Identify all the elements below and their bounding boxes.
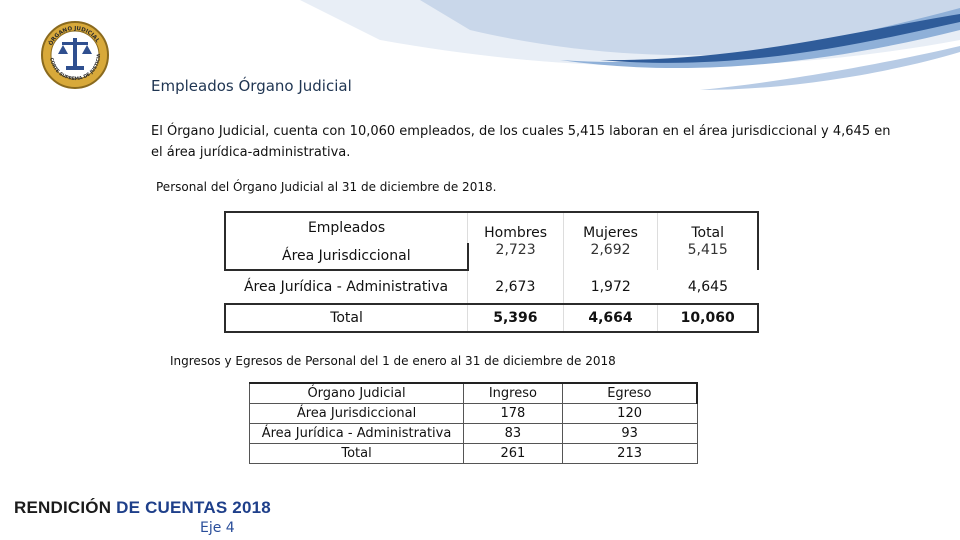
table-cell: Total [225, 304, 468, 332]
table-cell: 4,664 [563, 304, 658, 332]
table2-caption: Ingresos y Egresos de Personal del 1 de enero al 31 de diciembre de 2018 [170, 354, 616, 368]
table-header-cell: Mujeres 2,692 [563, 212, 658, 270]
table-cell: Área Jurídica - Administrativa [243, 279, 449, 295]
header-swoosh-decoration [0, 0, 960, 120]
table-cell: 213 [562, 444, 697, 464]
footer-title-part2: DE CUENTAS [116, 498, 233, 517]
table-row [250, 444, 698, 464]
table-header-cell: Empleados [225, 212, 468, 243]
table-row [225, 212, 758, 243]
table1-caption: Personal del Órgano Judicial al 31 de diciembre de 2018. [156, 180, 497, 194]
table-cell: 4,645 [687, 278, 728, 295]
table-cell: Área Jurisdiccional [225, 243, 468, 270]
table-cell: 120 [562, 404, 697, 424]
table-cell: 1,972 [563, 270, 658, 304]
table-row [250, 424, 698, 444]
personnel-table [224, 211, 759, 333]
table-cell: Total [250, 444, 464, 464]
footer-title-part1: RENDICIÓN [14, 498, 117, 517]
footer-subtitle: Eje 4 [200, 520, 235, 536]
table-cell: 2,673 [468, 270, 564, 304]
table-header-cell: Total 5,415 [658, 212, 758, 270]
table-cell: 5,396 [468, 304, 564, 332]
table-row [225, 304, 758, 332]
table-header-cell: Ingreso [464, 383, 563, 404]
footer-title [14, 498, 271, 518]
footer-title-year: 2018 [232, 498, 271, 517]
table-cell: 93 [562, 424, 697, 444]
table-cell: Área Jurisdiccional [250, 404, 464, 424]
movement-table [249, 382, 698, 464]
svg-text:ÓRGANO JUDICIAL: ÓRGANO JUDICIAL [48, 25, 101, 47]
page-title: Empleados Órgano Judicial [151, 77, 352, 95]
table-header-cell: Órgano Judicial [250, 383, 464, 404]
table-cell: 261 [464, 444, 563, 464]
table-cell: 10,060 [658, 304, 758, 332]
table-row [225, 270, 758, 304]
intro-paragraph: El Órgano Judicial, cuenta con 10,060 empleados, de los cuales 5,415 laboran en el área jurisdiccional y 4,645 en el área jurídica-administrativa. [151, 124, 891, 160]
table-row [250, 383, 698, 404]
svg-text:CORTE SUPREMA DE JUSTICIA: CORTE SUPREMA DE JUSTICIA [48, 53, 103, 83]
table-row [250, 404, 698, 424]
table-cell: 83 [464, 424, 563, 444]
table-cell: 178 [464, 404, 563, 424]
judicial-seal-logo [40, 20, 110, 90]
table-header-cell: Hombres 2,723 [468, 212, 564, 270]
table-header-cell: Egreso [562, 383, 697, 404]
table-cell: Área Jurídica - Administrativa [250, 424, 464, 444]
